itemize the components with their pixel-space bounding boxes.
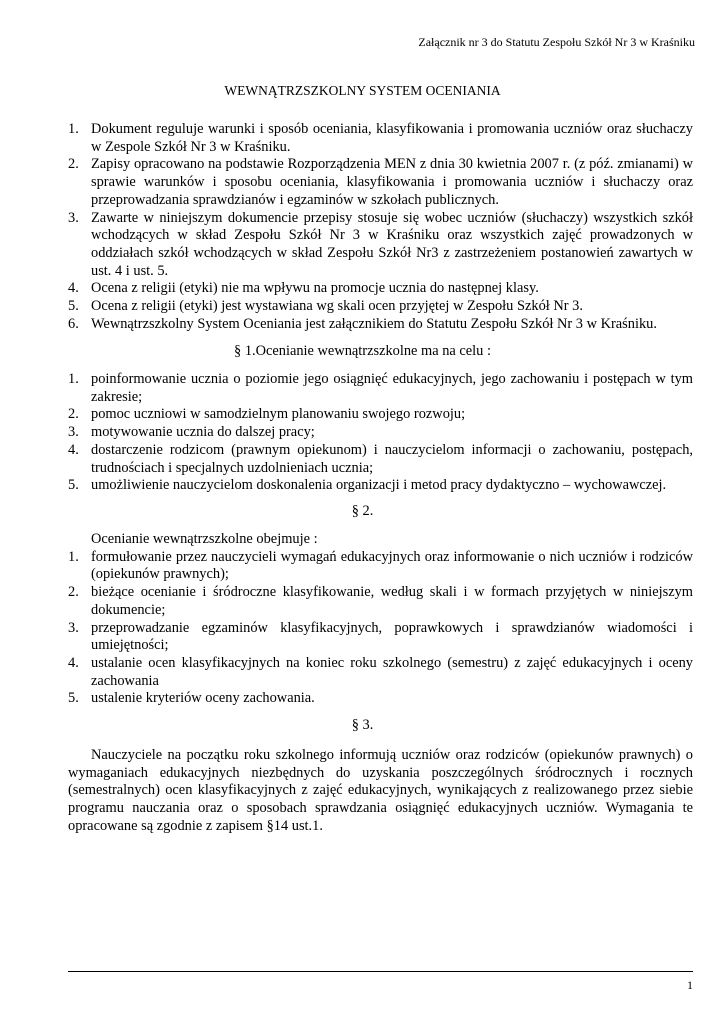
list-text: bieżące ocenianie i śródroczne klasyfikowanie, według skali i w formach przyjętych w niniejszym dokumencie; (91, 584, 693, 618)
list-text: Dokument reguluje warunki i sposób oceniania, klasyfikowania i promowania uczniów oraz słuchaczy w Zespole Szkół Nr 3 w Kraśniku. (91, 121, 693, 155)
list-item (68, 280, 693, 298)
section-2-title: § 2. (351, 503, 374, 519)
list-number: 1. (68, 548, 79, 565)
list-number: 5. (68, 690, 79, 707)
list-item (68, 584, 693, 619)
list-item (68, 442, 693, 477)
section-1-title: § 1.Ocenianie wewnątrzszkolne ma na celu : (234, 343, 491, 359)
list-item (68, 406, 693, 424)
list-number: 1. (68, 371, 79, 387)
list-number: 3. (68, 209, 79, 226)
list-item (68, 655, 693, 690)
page-number: 1 (687, 978, 693, 992)
list-text: Wewnątrzszkolny System Oceniania jest załącznikiem do Statutu Zespołu Szkół Nr 3 w Kraśniku. (91, 315, 657, 332)
list-number: 4. (68, 280, 79, 297)
list-number: 5. (68, 477, 79, 494)
list-number: 2. (68, 584, 79, 601)
section-2-list (68, 531, 693, 708)
document-title: WEWNĄTRZSZKOLNY SYSTEM OCENIANIA (224, 83, 501, 98)
list-item (68, 477, 693, 495)
list-number: 6. (68, 315, 79, 332)
list-number: 2. (68, 406, 79, 423)
list-item (68, 424, 693, 442)
list-text: Ocena z religii (etyki) jest wystawiana wg skali ocen przyjętej w Zespołu Szkół Nr 3. (91, 298, 583, 315)
section-2-intro: Ocenianie wewnątrzszkolne obejmuje : (91, 531, 318, 547)
intro-list (68, 121, 693, 333)
list-text: przeprowadzanie egzaminów klasyfikacyjnych, poprawkowych i sprawdzianów wiadomości i umiejętności; (91, 619, 693, 654)
list-item (68, 620, 693, 655)
list-item (68, 210, 693, 281)
list-number: 3. (68, 619, 79, 636)
list-text: ustalanie ocen klasyfikacyjnych na koniec roku szkolnego (semestru) z zajęć edukacyjnych i oceny zachowania (91, 654, 693, 689)
list-number: 4. (68, 654, 79, 671)
list-text: Zapisy opracowano na podstawie Rozporządzenia MEN z dnia 30 kwietnia 2007 r. (z póź. zmianami) w sprawie warunków i sposobu oceniania, klasyfikowania i promowania uczniów i słuchaczy oraz przeprowadzania sprawdzianów i egzaminów w szkołach publicznych. (91, 156, 693, 208)
list-item (68, 316, 693, 334)
list-text: dostarczenie rodzicom (prawnym opiekunom) i nauczycielom informacji o zachowaniu, postępach, trudnościach i specjalnych uzdolnieniach ucznia; (91, 441, 693, 476)
list-text: Zawarte w niniejszym dokumencie przepisy stosuje się wobec uczniów (słuchaczy) wszystkich szkół wchodzących w skład Zespołu Szkół Nr 3 w Kraśniku oraz wszystkich zajęć prowadzonych w oddziałach szkół wchodzących w skład Zespołu Szkół Nr3 z zastrzeżeniem postanowień zawartych w ust. 4 i ust. 5. (91, 209, 693, 279)
list-text: formułowanie przez nauczycieli wymagań edukacyjnych oraz informowanie o nich uczniów i rodziców (opiekunów prawnych); (91, 548, 693, 583)
document-header: Załącznik nr 3 do Statutu Zespołu Szkół Nr 3 w Kraśniku (418, 35, 695, 49)
list-item (68, 690, 693, 708)
list-text: pomoc uczniowi w samodzielnym planowaniu swojego rozwoju; (91, 406, 466, 423)
list-number: 2. (68, 156, 79, 173)
list-number: 1. (68, 121, 79, 137)
list-number: 5. (68, 298, 79, 315)
list-text: poinformowanie ucznia o poziomie jego osiągnięć edukacyjnych, jego zachowaniu i postępach w tym zakresie; (91, 371, 693, 405)
list-text: motywowanie ucznia do dalszej pracy; (91, 424, 315, 441)
section-1-list (68, 371, 693, 495)
list-text: Ocena z religii (etyki) nie ma wpływu na promocje ucznia do następnej klasy. (91, 280, 539, 297)
list-number: 3. (68, 424, 79, 441)
footer-divider (68, 971, 693, 972)
list-text: umożliwienie nauczycielom doskonalenia organizacji i metod pracy dydaktyczno – wychowawczej. (91, 477, 667, 494)
list-item (68, 156, 693, 209)
list-number: 4. (68, 441, 79, 458)
list-item (68, 371, 693, 406)
list-item (68, 549, 693, 584)
list-item (68, 298, 693, 316)
section-3-title: § 3. (351, 717, 374, 733)
section-3-paragraph: Nauczyciele na początku roku szkolnego informują uczniów oraz rodziców (opiekunów prawnych) o wymaganiach edukacyjnych niezbędnych do uzyskania poszczególnych śródrocznych i rocznych (semestralnych) ocen klasyfikacyjnych z zajęć edukacyjnych, wynikających z realizowanego przez siebie programu nauczania oraz o sposobach sprawdzania osiągnięć edukacyjnych uczniów. Wymagania te opracowane są zgodnie z zapisem §14 ust.1. (68, 747, 693, 834)
list-text: ustalenie kryteriów oceny zachowania. (91, 690, 315, 707)
list-item (68, 121, 693, 156)
